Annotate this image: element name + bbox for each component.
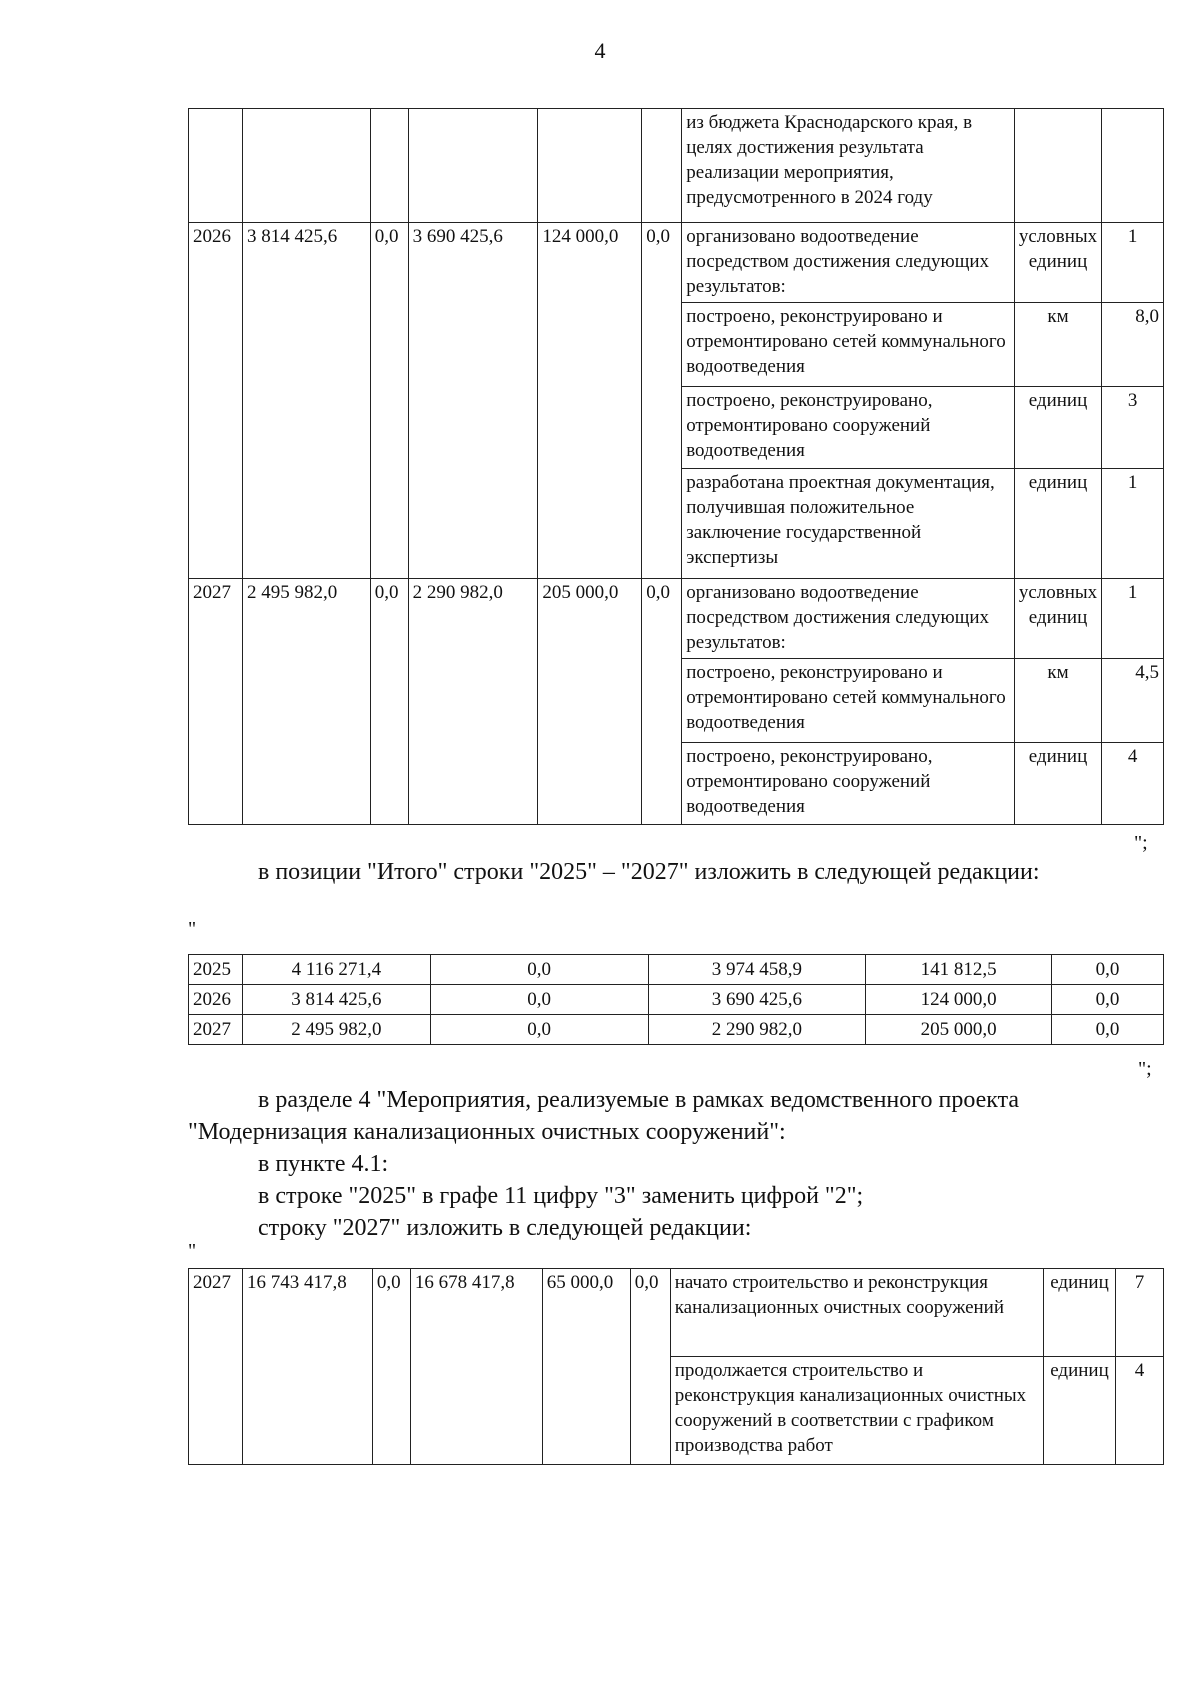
total-cell: 4 116 271,4 <box>242 955 430 985</box>
unit-cell: единиц <box>1014 743 1101 825</box>
year-cell: 2027 <box>189 1269 243 1465</box>
paragraph: в разделе 4 "Мероприятия, реализуемые в рамках ведомственного проекта <box>258 1087 1020 1113</box>
paragraph: в позиции "Итого" строки "2025" – "2027" изложить в следующей редакции: <box>258 859 1040 885</box>
other-cell: 0,0 <box>1052 955 1164 985</box>
result-description: продолжается строительство и реконструкция канализационных очистных сооружений в соответствии с графиком производства работ <box>670 1357 1043 1465</box>
regional-cell: 2 290 982,0 <box>648 1015 866 1045</box>
other-cell: 0,0 <box>642 579 682 825</box>
year-cell: 2025 <box>189 955 243 985</box>
value-cell: 1 <box>1102 579 1164 659</box>
total-cell: 3 814 425,6 <box>242 223 370 579</box>
result-description: организовано водоотведение посредством достижения следующих результатов: <box>682 579 1015 659</box>
result-description: построено, реконструировано и отремонтировано сетей коммунального водоотведения <box>682 303 1015 387</box>
federal-cell: 0,0 <box>370 223 408 579</box>
year-cell: 2027 <box>189 1015 243 1045</box>
federal-cell: 0,0 <box>430 985 648 1015</box>
regional-cell: 16 678 417,8 <box>410 1269 542 1465</box>
paragraph: в строке "2025" в графе 11 цифру "3" заменить цифрой "2"; <box>258 1183 864 1209</box>
closing-quote: "; <box>1134 832 1148 854</box>
opening-quote: " <box>188 918 197 940</box>
federal-cell: 0,0 <box>430 955 648 985</box>
value-cell: 3 <box>1102 387 1164 469</box>
local-cell: 205 000,0 <box>538 579 642 825</box>
table-row <box>189 985 1164 1015</box>
result-description: начато строительство и реконструкция канализационных очистных сооружений <box>670 1269 1043 1357</box>
value-cell: 4 <box>1116 1357 1164 1465</box>
total-cell: 3 814 425,6 <box>242 985 430 1015</box>
federal-cell: 0,0 <box>430 1015 648 1045</box>
totals-table <box>188 954 1164 1045</box>
paragraph: "Модернизация канализационных очистных сооружений": <box>188 1119 786 1145</box>
result-description: построено, реконструировано и отремонтировано сетей коммунального водоотведения <box>682 659 1015 743</box>
regional-cell: 2 290 982,0 <box>408 579 538 825</box>
regional-cell: 3 690 425,6 <box>408 223 538 579</box>
value-cell: 1 <box>1102 469 1164 579</box>
other-cell: 0,0 <box>1052 985 1164 1015</box>
result-description: разработана проектная документация, получившая положительное заключение государственной экспертизы <box>682 469 1015 579</box>
year-cell: 2026 <box>189 223 243 579</box>
regional-cell: 3 690 425,6 <box>648 985 866 1015</box>
unit-cell: условных единиц <box>1014 223 1101 303</box>
table-row <box>189 223 1164 303</box>
results-table-continued <box>188 108 1164 825</box>
unit-cell: единиц <box>1044 1357 1116 1465</box>
value-cell: 8,0 <box>1102 303 1164 387</box>
other-cell: 0,0 <box>1052 1015 1164 1045</box>
unit-cell: км <box>1014 303 1101 387</box>
table-row <box>189 955 1164 985</box>
result-description: организовано водоотведение посредством достижения следующих результатов: <box>682 223 1015 303</box>
unit-cell: единиц <box>1044 1269 1116 1357</box>
unit-cell: км <box>1014 659 1101 743</box>
federal-cell: 0,0 <box>372 1269 410 1465</box>
total-cell: 2 495 982,0 <box>242 579 370 825</box>
result-description: построено, реконструировано, отремонтировано сооружений водоотведения <box>682 743 1015 825</box>
table-row <box>189 1015 1164 1045</box>
page-number: 4 <box>594 38 606 63</box>
regional-cell: 3 974 458,9 <box>648 955 866 985</box>
other-cell: 0,0 <box>630 1269 670 1465</box>
paragraph: в пункте 4.1: <box>258 1151 389 1177</box>
result-description: построено, реконструировано, отремонтировано сооружений водоотведения <box>682 387 1015 469</box>
local-cell: 124 000,0 <box>538 223 642 579</box>
unit-cell: единиц <box>1014 387 1101 469</box>
year-cell: 2026 <box>189 985 243 1015</box>
opening-quote-visible: " <box>188 1240 197 1262</box>
federal-cell: 0,0 <box>370 579 408 825</box>
treatment-facilities-table <box>188 1268 1164 1465</box>
table-row <box>189 1269 1164 1357</box>
value-cell: 4,5 <box>1102 659 1164 743</box>
value-cell: 1 <box>1102 223 1164 303</box>
local-cell: 141 812,5 <box>866 955 1052 985</box>
total-cell: 16 743 417,8 <box>242 1269 372 1465</box>
closing-quote: "; <box>1138 1058 1152 1080</box>
unit-cell: условных единиц <box>1014 579 1101 659</box>
other-cell: 0,0 <box>642 223 682 579</box>
local-cell: 124 000,0 <box>866 985 1052 1015</box>
table-row <box>189 579 1164 659</box>
value-cell: 4 <box>1102 743 1164 825</box>
table-row <box>189 109 1164 223</box>
value-cell: 7 <box>1116 1269 1164 1357</box>
paragraph: строку "2027" изложить в следующей редакции: <box>258 1215 752 1241</box>
year-cell: 2027 <box>189 579 243 825</box>
local-cell: 65 000,0 <box>542 1269 630 1465</box>
total-cell: 2 495 982,0 <box>242 1015 430 1045</box>
result-description: из бюджета Краснодарского края, в целях достижения результата реализации мероприятия, предусмотренного в 2024 году <box>682 109 1015 223</box>
unit-cell: единиц <box>1014 469 1101 579</box>
local-cell: 205 000,0 <box>866 1015 1052 1045</box>
